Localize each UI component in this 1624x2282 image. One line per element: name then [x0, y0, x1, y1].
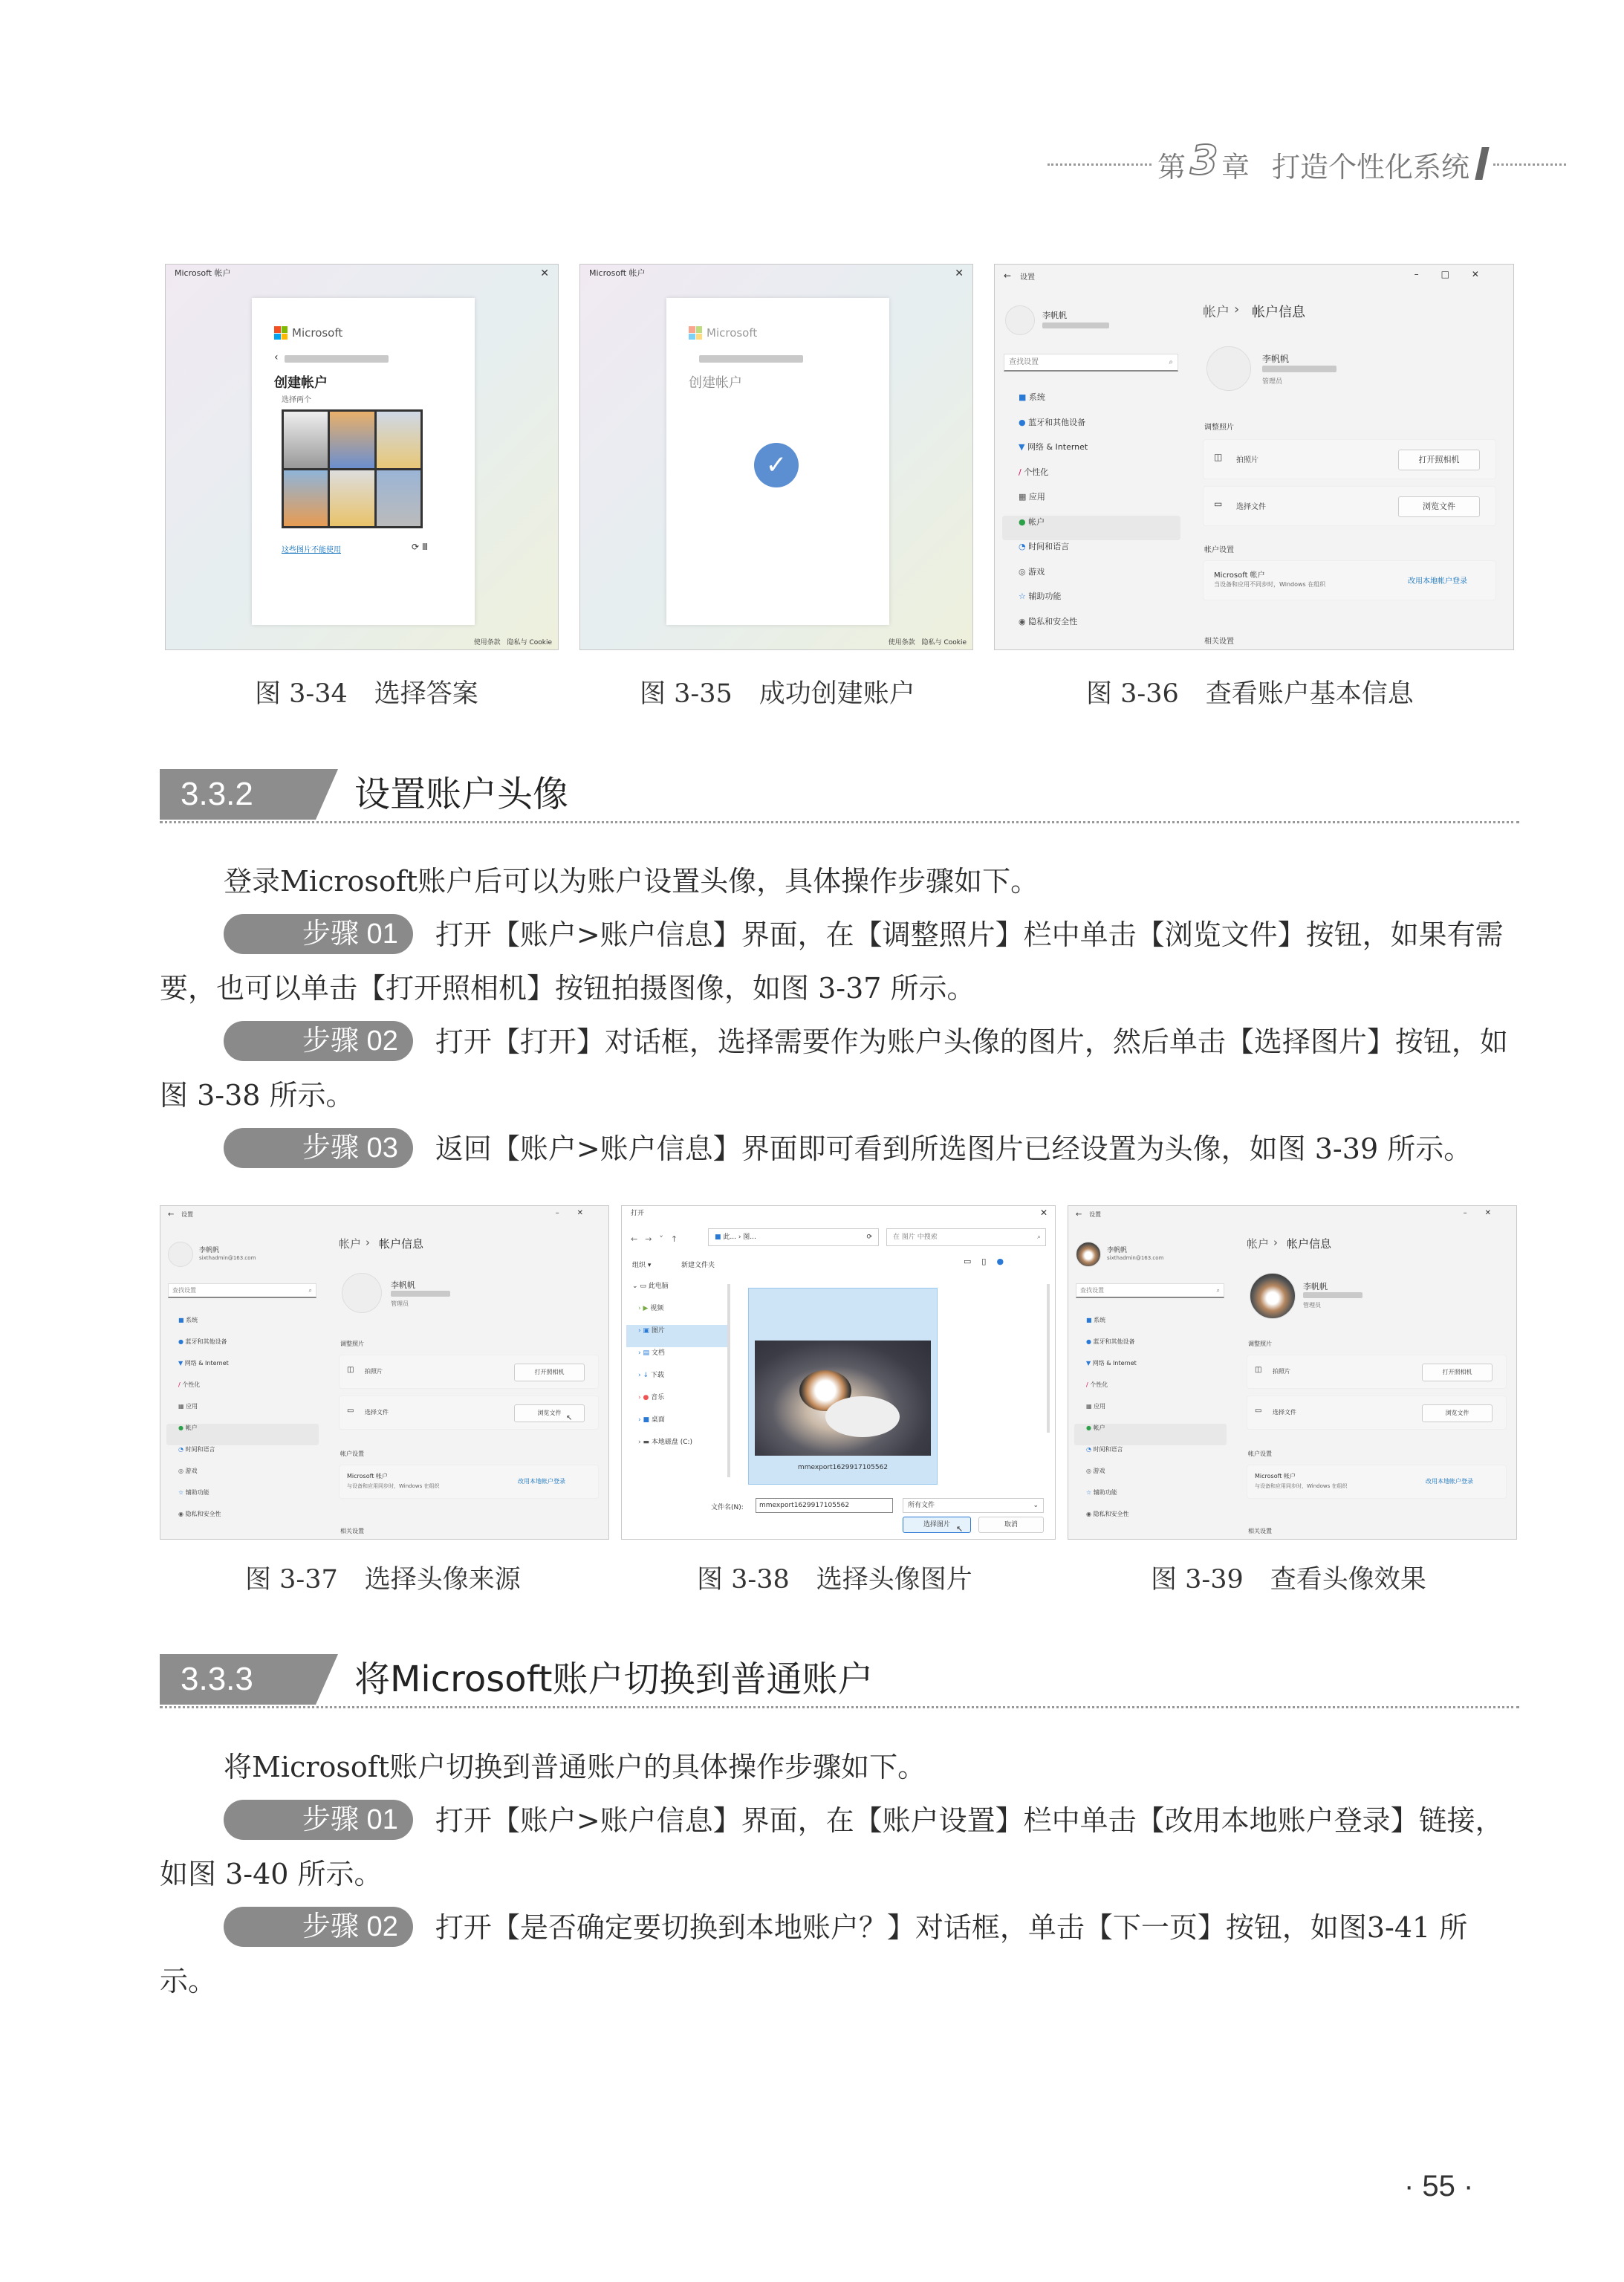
camera-icon: ◫: [347, 1366, 354, 1374]
section-adjust-photo: 调整照片: [1248, 1341, 1272, 1347]
brand-label: Microsoft: [707, 326, 758, 340]
sidebar-item[interactable]: ▦ 应用: [178, 1403, 198, 1410]
figure-caption: 图 3-38 选择头像图片: [697, 1565, 972, 1595]
music-icon: › ●: [638, 1394, 652, 1401]
folder-icon: ▭: [1255, 1407, 1262, 1415]
organize-menu[interactable]: 组织 ▾: [632, 1262, 652, 1269]
section-number-tail: [316, 769, 338, 820]
back-icon[interactable]: ←: [1004, 270, 1012, 281]
sidebar-item[interactable]: ◔ 时间和语言: [1086, 1446, 1123, 1453]
new-folder-button[interactable]: 新建文件夹: [681, 1262, 715, 1269]
fail-link[interactable]: 这些图片不能使用: [282, 546, 341, 554]
search-icon: ⌕: [1036, 1234, 1041, 1241]
nav-icon: ◔: [1019, 542, 1029, 551]
search-placeholder: 查找设置: [172, 1287, 196, 1294]
sidebar-nav: [1074, 1316, 1227, 1531]
browse-files-button[interactable]: 浏览文件: [1422, 1404, 1493, 1422]
filename-label: 文件名(N):: [711, 1504, 744, 1511]
section-number-tail: [316, 1654, 338, 1705]
microsoft-logo-icon: [274, 326, 288, 340]
sidebar-user-name: 李帆帆: [199, 1247, 220, 1254]
sidebar-item[interactable]: / 个性化: [178, 1381, 201, 1388]
sidebar-item[interactable]: ◔ 时间和语言: [178, 1446, 215, 1453]
email-placeholder-bar: [699, 355, 803, 363]
filename-input[interactable]: mmexport1629917105562: [756, 1498, 893, 1513]
desktop-icon: › ■: [638, 1416, 652, 1424]
figure-3-38-screenshot: [621, 1205, 1056, 1540]
nav-icon: ●: [1086, 1424, 1094, 1431]
step-text: 打开【是否确定要切换到本地账户？】对话框，单击【下一页】按钮，如图3-41 所示。: [160, 1911, 1468, 1997]
camera-label: 拍照片: [1236, 456, 1258, 464]
nav-icon: ■: [1019, 392, 1029, 402]
section-related: 相关设置: [340, 1528, 364, 1534]
captcha-tile[interactable]: [330, 470, 374, 527]
search-icon: ⌕: [308, 1287, 312, 1294]
signup-card: [666, 298, 889, 625]
sidebar-item[interactable]: ◎ 游戏: [1019, 566, 1045, 577]
window-title: Microsoft 帐户: [175, 268, 231, 278]
tree-item[interactable]: › ■ 桌面: [638, 1416, 665, 1424]
use-local-account-link[interactable]: 改用本地帐户登录: [1408, 577, 1467, 586]
section-account-settings: 帐户设置: [1204, 546, 1234, 554]
sidebar-item[interactable]: ▼ 网络 & Internet: [1019, 442, 1088, 452]
header-dash-right: [1493, 163, 1566, 166]
header-dash-left: [1048, 163, 1152, 166]
refresh-icon[interactable]: ⟳ Ⅲ: [412, 542, 429, 552]
chapter-header: [1048, 137, 1568, 186]
user-avatar: [168, 1242, 193, 1267]
sidebar-item-active[interactable]: ● 帐户: [1074, 1424, 1227, 1445]
step-badge: 步骤 01: [224, 1800, 413, 1840]
close-icon[interactable]: ✕: [955, 268, 964, 279]
captcha-tile[interactable]: [284, 470, 328, 527]
section-related: 相关设置: [1248, 1528, 1272, 1534]
sidebar-nav: [166, 1316, 319, 1531]
intro-paragraph: 将Microsoft账户切换到普通账户的具体操作步骤如下。: [224, 1751, 926, 1783]
use-local-account-link[interactable]: 改用本地帐户登录: [1426, 1478, 1473, 1485]
file-row: [339, 1396, 599, 1430]
profile-role: 管理员: [1262, 378, 1283, 386]
step-badge: 步骤 02: [224, 1021, 413, 1061]
step-paragraph: [160, 1015, 1519, 1122]
profile-role: 管理员: [1303, 1302, 1321, 1309]
captcha-tile[interactable]: [284, 412, 328, 468]
search-input[interactable]: [168, 1283, 316, 1298]
nav-icon: ▼: [1019, 442, 1027, 452]
step-paragraph: [160, 1901, 1519, 2008]
profile-name: 李帆帆: [391, 1280, 415, 1290]
section-number: 3.3.3: [160, 1654, 316, 1705]
page-title: 帐户信息: [1252, 305, 1305, 320]
choose-picture-button[interactable]: 选择图片: [903, 1517, 971, 1533]
breadcrumb-sep: ›: [1234, 302, 1240, 317]
sidebar-item[interactable]: ◉ 隐私和安全性: [1019, 616, 1078, 626]
sidebar-item[interactable]: ● 蓝牙和其他设备: [1019, 417, 1086, 427]
figure-3-34-screenshot: [165, 264, 559, 650]
nav-icon: ●: [1019, 516, 1029, 527]
sidebar-email-bar: [1042, 322, 1109, 328]
header-prefix: 第: [1157, 151, 1186, 184]
tree-item[interactable]: › ● 音乐: [638, 1394, 665, 1401]
nav-icon: ■: [1086, 1317, 1094, 1323]
header-title: 打造个性化系统: [1272, 151, 1470, 184]
sidebar-user-name: 李帆帆: [1107, 1247, 1128, 1254]
figure-3-36-screenshot: [994, 264, 1514, 650]
sidebar-item-active[interactable]: ● 帐户: [166, 1424, 319, 1445]
sidebar-user-email: sixthadmin@163.com: [199, 1255, 256, 1261]
section-heading: [160, 1654, 1519, 1705]
figure-3-35-screenshot: [579, 264, 973, 650]
cancel-button[interactable]: 取消: [978, 1517, 1044, 1533]
success-check-icon: ✓: [754, 443, 799, 487]
browse-files-button[interactable]: 浏览文件: [514, 1404, 585, 1422]
user-avatar-photo: [1076, 1242, 1101, 1267]
file-name-label: mmexport1629917105562: [797, 1464, 889, 1471]
folder-icon: ▭: [347, 1407, 354, 1415]
download-icon: › ↓: [638, 1372, 651, 1379]
profile-avatar-photo: [1250, 1273, 1296, 1319]
brand-label: Microsoft: [292, 326, 343, 340]
window-controls[interactable]: –✕: [555, 1209, 601, 1217]
window-controls[interactable]: –□✕: [1414, 269, 1501, 279]
nav-icon: ◉: [1086, 1511, 1094, 1517]
nav-icon: ◉: [1019, 616, 1029, 626]
profile-email-bar: [1303, 1292, 1362, 1298]
sidebar-item[interactable]: ▦ 应用: [1086, 1403, 1106, 1410]
section-rule: [160, 821, 1519, 823]
window-title: Microsoft 帐户: [589, 268, 646, 278]
captcha-tile[interactable]: [377, 470, 420, 527]
step-paragraph: [160, 1794, 1519, 1901]
nav-icon: ▼: [178, 1360, 185, 1367]
address-path: 此... › 图...: [723, 1234, 756, 1241]
tree-item[interactable]: › ▶ 视频: [638, 1305, 664, 1312]
step-badge: 步骤 03: [224, 1128, 413, 1168]
profile-avatar: [342, 1273, 382, 1313]
sidebar-item-active[interactable]: ● 帐户: [1002, 516, 1180, 541]
sidebar-item[interactable]: ▦ 应用: [1019, 492, 1045, 502]
section-related: 相关设置: [1204, 638, 1234, 646]
ms-account-label: Microsoft 帐户: [1214, 571, 1265, 580]
breadcrumb-root[interactable]: 帐户: [1247, 1237, 1270, 1251]
dialog-search-input[interactable]: 在 图片 中搜索 ⌕: [886, 1228, 1046, 1246]
step-paragraph: [160, 908, 1519, 1015]
section-rule: [160, 1706, 1519, 1708]
footer-links[interactable]: 使用条款 隐私与 Cookie: [473, 639, 552, 646]
section-title: 将Microsoft账户切换到普通账户: [354, 1659, 874, 1700]
user-avatar: [1005, 305, 1035, 335]
sidebar-nav: [1002, 391, 1180, 640]
sidebar-item[interactable]: ■ 系统: [1086, 1317, 1106, 1323]
refresh-icon[interactable]: ⟳: [866, 1234, 872, 1241]
file-label: 选择文件: [1273, 1409, 1296, 1416]
open-camera-button[interactable]: 打开照相机: [514, 1364, 585, 1381]
nav-icon: ◔: [178, 1446, 186, 1453]
page-title: 帐户信息: [1287, 1237, 1332, 1251]
nav-icon: ●: [178, 1424, 186, 1431]
section-heading: [160, 769, 1519, 820]
sidebar-item[interactable]: ◎ 游戏: [1086, 1468, 1105, 1474]
step-text: 打开【打开】对话框，选择需要作为账户头像的图片，然后单击【选择图片】按钮，如图 3-38 所示。: [160, 1025, 1508, 1112]
kitten-photo-thumbnail: [755, 1341, 931, 1456]
search-icon: ⌕: [1169, 358, 1173, 366]
nav-icon: ●: [1086, 1338, 1094, 1345]
search-input[interactable]: [1004, 354, 1178, 372]
video-icon: › ▶: [638, 1305, 651, 1312]
breadcrumb-sep: ›: [1273, 1236, 1278, 1249]
file-tile-selected[interactable]: [748, 1288, 938, 1485]
captcha-tile[interactable]: [377, 412, 420, 468]
kitten-body: [825, 1396, 900, 1437]
figure-3-39-screenshot: [1068, 1205, 1517, 1540]
window-title: 设置: [181, 1211, 193, 1218]
nav-icon: ●: [1019, 417, 1029, 427]
file-row: [1203, 486, 1496, 526]
computer-icon: ⌄ ▭: [632, 1283, 649, 1290]
sidebar-item[interactable]: ☆ 辅助功能: [1086, 1489, 1117, 1496]
view-options-icon[interactable]: ▭▯●: [964, 1257, 1015, 1266]
signup-card: [252, 298, 475, 625]
sidebar-item[interactable]: ▼ 网络 & Internet: [178, 1360, 229, 1367]
profile-role: 管理员: [391, 1300, 409, 1307]
section-title: 设置账户头像: [354, 774, 569, 815]
sidebar-user-email: sixthadmin@163.com: [1107, 1255, 1164, 1261]
folder-tree: [626, 1280, 730, 1459]
nav-icon: ■: [178, 1317, 186, 1323]
breadcrumb-sep: ›: [366, 1236, 370, 1249]
window-title: 设置: [1020, 273, 1035, 282]
nav-icon: ●: [178, 1338, 186, 1345]
tree-item-selected[interactable]: › ▣ 图片: [626, 1325, 730, 1347]
back-icon[interactable]: ←: [168, 1210, 175, 1219]
section-account-settings: 帐户设置: [1248, 1450, 1272, 1457]
figure-caption: 图 3-36 查看账户基本信息: [1086, 679, 1414, 709]
mouse-cursor-icon: ↖: [566, 1414, 573, 1422]
sidebar-item[interactable]: / 个性化: [1086, 1381, 1108, 1388]
card-subtext: 选择两个: [282, 396, 311, 404]
figure-caption: 图 3-34 选择答案: [255, 679, 478, 709]
nav-icon: ◔: [1086, 1446, 1094, 1453]
sidebar-item[interactable]: ☆ 辅助功能: [178, 1489, 210, 1496]
sidebar-item[interactable]: ◎ 游戏: [178, 1468, 198, 1474]
open-camera-button[interactable]: 打开照相机: [1398, 450, 1480, 470]
file-label: 选择文件: [365, 1409, 389, 1416]
profile-email-bar: [391, 1291, 450, 1297]
nav-icon: /: [1019, 467, 1024, 477]
close-icon[interactable]: ✕: [1039, 1208, 1048, 1218]
document-icon: › ▤: [638, 1349, 652, 1357]
nav-icon: ▦: [1019, 492, 1029, 502]
step-text: 打开【账户>账户信息】界面，在【调整照片】栏中单击【浏览文件】按钮，如果有需要，也可以单击【打开照相机】按钮拍摄图像，如图 3-37 所示。: [160, 918, 1504, 1005]
sidebar-item[interactable]: / 个性化: [1019, 467, 1049, 477]
use-local-account-link[interactable]: 改用本地帐户登录: [518, 1478, 565, 1485]
figure-3-37-screenshot: [160, 1205, 609, 1540]
folder-icon: ■: [715, 1234, 724, 1241]
folder-icon: ▭: [1214, 499, 1223, 509]
tree-item[interactable]: ⌄ ▭ 此电脑: [632, 1283, 669, 1290]
sidebar-user-name: 李帆帆: [1042, 311, 1067, 320]
mouse-cursor-icon: ↖: [956, 1524, 964, 1534]
content-scrollbar[interactable]: [1047, 1284, 1050, 1433]
tree-scrollbar[interactable]: [727, 1284, 730, 1477]
profile-avatar: [1206, 346, 1251, 391]
address-bar[interactable]: [708, 1228, 879, 1246]
nav-icon: ☆: [1019, 591, 1029, 601]
search-input[interactable]: [1076, 1283, 1224, 1298]
camera-row: [1247, 1355, 1507, 1389]
sidebar-item[interactable]: ◉ 隐私和安全性: [1086, 1511, 1129, 1517]
nav-icon: ▦: [178, 1403, 186, 1410]
step-paragraph: [160, 1122, 1519, 1176]
nav-icon: ◉: [178, 1511, 186, 1517]
header-bar: [1475, 147, 1489, 180]
picture-icon: › ▣: [638, 1327, 652, 1335]
captcha-tile[interactable]: [330, 412, 374, 468]
header-suffix: 章: [1221, 151, 1250, 184]
nav-icon: ◎: [1086, 1468, 1094, 1474]
drive-icon: › ▬: [638, 1439, 652, 1446]
sidebar-item[interactable]: ■ 系统: [178, 1317, 198, 1323]
microsoft-logo-icon: [689, 326, 702, 340]
figure-caption: 图 3-37 选择头像来源: [245, 1565, 521, 1595]
footer-links[interactable]: 使用条款 隐私与 Cookie: [888, 639, 967, 646]
ms-account-row: [339, 1465, 599, 1499]
sidebar-item[interactable]: ☆ 辅助功能: [1019, 591, 1062, 601]
open-camera-button[interactable]: 打开照相机: [1422, 1364, 1493, 1381]
profile-name: 李帆帆: [1303, 1282, 1328, 1291]
ms-account-desc: 与设备和应用同步时，Windows 在组织: [1255, 1483, 1348, 1489]
search-placeholder: 查找设置: [1080, 1287, 1104, 1294]
sidebar-item[interactable]: ◔ 时间和语言: [1019, 542, 1070, 551]
tree-item[interactable]: › ↓ 下载: [638, 1372, 664, 1379]
nav-icon: ▼: [1086, 1360, 1093, 1367]
card-heading: 创建帐户: [689, 375, 742, 391]
filetype-select[interactable]: 所有文件 ⌄: [903, 1498, 1044, 1513]
ms-account-desc: 与设备和应用同步时，Windows 在组织: [347, 1483, 440, 1489]
captcha-grid[interactable]: [282, 409, 423, 528]
section-number: 3.3.2: [160, 769, 316, 820]
step-text: 返回【账户>账户信息】界面即可看到所选图片已经设置为头像，如图 3-39 所示。: [435, 1132, 1472, 1165]
section-account-settings: 帐户设置: [340, 1450, 364, 1457]
nav-icon: ▦: [1086, 1403, 1094, 1410]
close-icon[interactable]: ✕: [540, 268, 549, 279]
section-adjust-photo: 调整照片: [1204, 424, 1234, 432]
sidebar-item[interactable]: ● 蓝牙和其他设备: [1086, 1338, 1135, 1345]
nav-icon: /: [178, 1381, 183, 1388]
page-number: · 55 ·: [1404, 2170, 1474, 2202]
back-icon[interactable]: ←: [1076, 1210, 1082, 1219]
tree-item[interactable]: › ▤ 文档: [638, 1349, 665, 1357]
nav-icon: ☆: [1086, 1489, 1094, 1496]
file-label: 选择文件: [1236, 503, 1266, 511]
dialog-title: 打开: [622, 1206, 1055, 1221]
camera-icon: ◫: [1214, 452, 1223, 462]
intro-paragraph: 登录Microsoft账户后可以为账户设置头像，具体操作步骤如下。: [224, 865, 1039, 898]
section-adjust-photo: 调整照片: [340, 1341, 364, 1347]
profile-email-bar: [1262, 366, 1336, 372]
search-icon: ⌕: [1216, 1287, 1220, 1294]
chevron-down-icon: ⌄: [1033, 1502, 1039, 1509]
nav-icon: ☆: [178, 1489, 186, 1496]
nav-icon: ◎: [178, 1468, 186, 1474]
ms-account-label: Microsoft 帐户: [347, 1473, 388, 1479]
nav-arrows-icon[interactable]: ←→˅↑: [631, 1234, 686, 1244]
camera-label: 拍照片: [365, 1368, 383, 1375]
sidebar-item[interactable]: ▼ 网络 & Internet: [1086, 1360, 1137, 1367]
sidebar-item[interactable]: ◉ 隐私和安全性: [178, 1511, 221, 1517]
breadcrumb-root[interactable]: 帐户: [339, 1237, 362, 1251]
card-heading: 创建帐户: [274, 375, 328, 391]
step-badge: 步骤 02: [224, 1907, 413, 1947]
camera-label: 拍照片: [1273, 1368, 1290, 1375]
camera-icon: ◫: [1255, 1366, 1262, 1374]
window-controls[interactable]: –✕: [1463, 1209, 1509, 1217]
camera-row: [339, 1355, 599, 1389]
page-title: 帐户信息: [379, 1237, 424, 1251]
breadcrumb-root[interactable]: 帐户: [1203, 305, 1230, 320]
nav-icon: ◎: [1019, 566, 1029, 577]
figure-caption: 图 3-39 查看头像效果: [1151, 1565, 1426, 1595]
ms-account-row: [1247, 1465, 1507, 1499]
camera-row: [1203, 439, 1496, 479]
browse-files-button[interactable]: 浏览文件: [1398, 496, 1480, 517]
nav-icon: /: [1086, 1381, 1091, 1388]
file-row: [1247, 1396, 1507, 1430]
step-badge: 步骤 01: [224, 914, 413, 954]
figure-caption: 图 3-35 成功创建账户: [640, 679, 915, 709]
ms-account-label: Microsoft 帐户: [1255, 1473, 1296, 1479]
email-placeholder-bar: [285, 355, 389, 363]
ms-account-row: [1203, 560, 1496, 600]
sidebar-item[interactable]: ■ 系统: [1019, 392, 1045, 402]
profile-name: 李帆帆: [1262, 354, 1290, 364]
header-chapter-num: 3: [1190, 137, 1218, 184]
step-text: 打开【账户>账户信息】界面，在【账户设置】栏中单击【改用本地账户登录】链接，如图 3-40 所示。: [160, 1804, 1504, 1890]
tree-item[interactable]: › ▬ 本地磁盘 (C:): [638, 1439, 693, 1446]
search-placeholder: 查找设置: [1009, 358, 1039, 366]
sidebar-item[interactable]: ● 蓝牙和其他设备: [178, 1338, 227, 1345]
back-arrow-icon[interactable]: ‹: [274, 351, 279, 363]
window-title: 设置: [1089, 1211, 1101, 1218]
ms-account-desc: 当设备和应用不同步时，Windows 在组织: [1214, 581, 1326, 588]
